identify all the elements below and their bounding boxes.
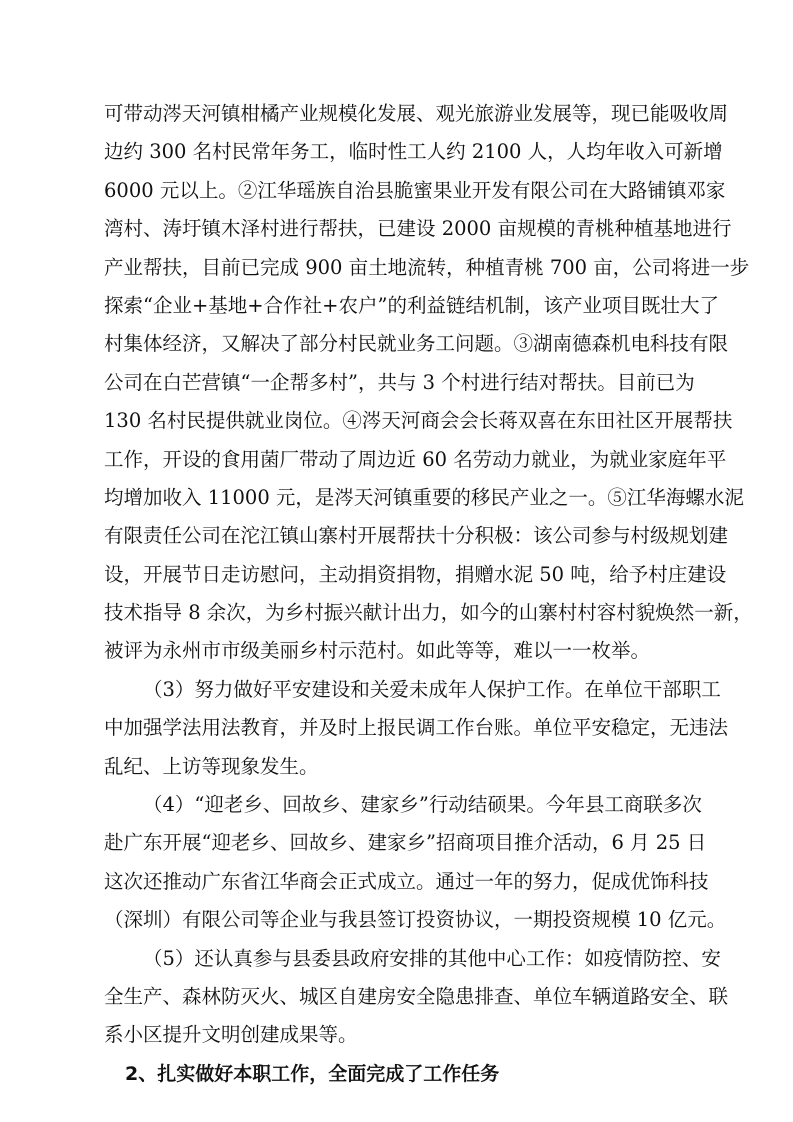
text-line: 乱纪、上访等现象发生。 [104, 754, 319, 778]
text-line: 有限责任公司在沱江镇山寨村开展帮扶十分积极：该公司参与村级规划建 [104, 524, 729, 548]
text-line: （深圳）有限公司等企业与我县签订投资协议，一期投资规模 10 亿元。 [104, 908, 727, 932]
text-line: （5）还认真参与县委县政府安排的其他中心工作：如疫情防控、安 [143, 946, 721, 970]
text-line: 探索“企业+基地+合作社+农户”的利益链结机制，该产业项目既壮大了 [104, 293, 719, 317]
text-line: 赴广东开展“迎老乡、回故乡、建家乡”招商项目推介活动，6 月 25 日 [104, 831, 707, 855]
text-line: 均增加收入 11000 元，是涔天河镇重要的移民产业之一。⑤江华海螺水泥 [104, 485, 744, 509]
section-heading: 2、扎实做好本职工作，全面完成了工作任务 [125, 1062, 500, 1085]
document-page [104, 95, 753, 1093]
text-line: 技术指导 8 余次，为乡村振兴献计出力，如今的山寨村村容村貌焕然一新， [104, 601, 753, 625]
text-line: 产业帮扶，目前已完成 900 亩土地流转，种植青桃 700 亩，公司将进一步 [104, 255, 750, 279]
text-line: 全生产、森林防灭火、城区自建房安全隐患排查、单位车辆道路安全、联 [104, 984, 729, 1008]
text-line: 6000 元以上。②江华瑶族自治县脆蜜果业开发有限公司在大路铺镇邓家 [104, 178, 726, 202]
text-line: 湾村、涛圩镇木泽村进行帮扶，已建设 2000 亩规模的青桃种植基地进行 [104, 217, 732, 241]
text-line: 工作，开设的食用菌厂带动了周边近 60 名劳动力就业，为就业家庭年平 [104, 447, 727, 471]
text-line: 130 名村民提供就业岗位。④涔天河商会会长蒋双喜在东田社区开展帮扶 [104, 409, 733, 433]
text-line: （3）努力做好平安建设和关爱未成年人保护工作。在单位干部职工 [143, 677, 721, 701]
text-line: （4）“迎老乡、回故乡、建家乡”行动结硕果。今年县工商联多次 [143, 793, 702, 817]
text-line: 这次还推动广东省江华商会正式成立。通过一年的努力，促成优饰科技 [104, 869, 709, 893]
text-line: 公司在白芒营镇“一企帮多村”，共与 3 个村进行结对帮扶。目前已为 [104, 370, 695, 394]
text-line: 被评为永州市市级美丽乡村示范村。如此等等，难以一一枚举。 [104, 639, 651, 663]
text-line: 村集体经济，又解决了部分村民就业务工问题。③湖南德森机电科技有限 [104, 332, 729, 356]
paragraph-hometown-initiative [104, 786, 727, 940]
paragraph-enterprise-assistance [104, 95, 753, 671]
text-line: 可带动涔天河镇柑橘产业规模化发展、观光旅游业发展等，现已能吸收周 [104, 102, 729, 125]
text-line: 系小区提升文明创建成果等。 [104, 1023, 358, 1047]
paragraph-other-central-work [104, 940, 729, 1055]
text-line: 设，开展节日走访慰问，主动捐资捐物，捐赠水泥 50 吨，给予村庄建设 [104, 562, 727, 586]
paragraph-safety-protection [104, 671, 729, 786]
text-line: 边约 300 名村民常年务工，临时性工人约 2100 人，人均年收入可新增 [104, 140, 723, 164]
text-line: 中加强学法用法教育，并及时上报民调工作台账。单位平安稳定，无违法 [104, 716, 729, 740]
